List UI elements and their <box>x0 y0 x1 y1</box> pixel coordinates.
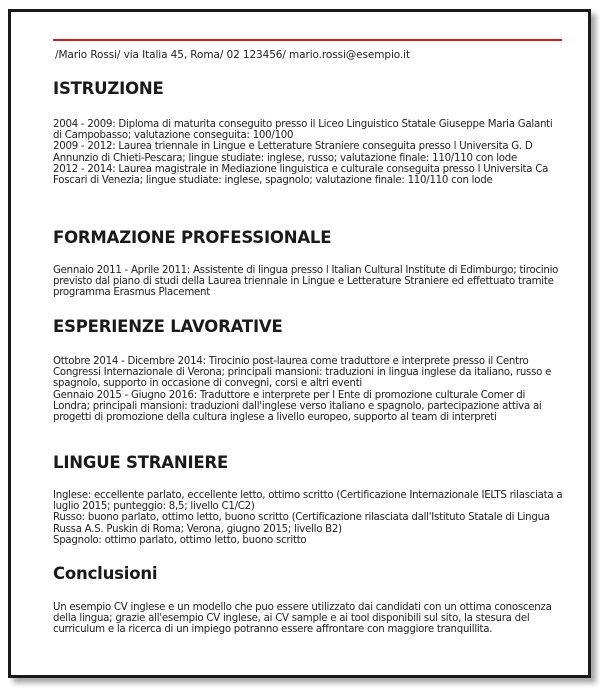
section-lingue <box>53 453 563 546</box>
section-formazione <box>53 228 563 299</box>
section-body <box>53 602 563 636</box>
entry: 2009 - 2012: Laurea triennale in Lingue e Letterature Straniere conseguita presso l Universita G. D Annunzio di Chieti-Pescara; lingue studiate: inglese, russo; valutazione finale: 110/110 con lode <box>53 141 533 164</box>
entry: 2004 - 2009: Diploma di maturita conseguito presso il Liceo Linguistico Statale Giuseppe Maria Galanti di Campobasso; valutazione conseguita: 100/100 <box>53 119 553 142</box>
section-title: FORMAZIONE PROFESSIONALE <box>53 228 332 247</box>
section-title: ISTRUZIONE <box>53 79 164 98</box>
section-title: Conclusioni <box>53 564 158 583</box>
section-esperienze <box>53 317 563 423</box>
entry: Gennaio 2011 - Aprile 2011: Assistente di lingua presso l Italian Cultural Institute di Edimburgo; tirocinio previsto dal piano di studi della Laurea triennale in Lingue e Letterature Straniere ed effettuato tramite programma Erasmus Placement <box>53 265 559 299</box>
entry: Spagnolo: ottimo parlato, ottimo letto, buono scritto <box>53 534 307 546</box>
section-body <box>53 356 563 423</box>
section-title: ESPERIENZE LAVORATIVE <box>53 317 283 336</box>
section-body <box>53 119 563 186</box>
section-body <box>53 265 563 299</box>
contact-line: /Mario Rossi/ via Italia 45, Roma/ 02 123456/ mario.rossi@esempio.it <box>55 49 410 61</box>
header-divider <box>53 39 562 41</box>
section-istruzione <box>53 79 563 186</box>
section-body <box>53 490 563 546</box>
entry: 2012 - 2014: Laurea magistrale in Mediazione linguistica e culturale conseguita presso l Universita Ca Foscari di Venezia; lingue studiate: inglese, spagnolo; valutazione finale: 110/110 con lode <box>53 163 549 187</box>
entry: Russo: buono parlato, ottimo letto, buono scritto (Certificazione rilasciata dall'Istituto Statale di Lingua Russa A.S. Puskin di Roma; Verona, giugno 2015; livello B2) <box>53 512 550 535</box>
section-title: LINGUE STRANIERE <box>53 453 229 472</box>
section-conclusioni <box>53 564 563 636</box>
cv-page <box>8 9 591 678</box>
entry: Un esempio CV inglese e un modello che puo essere utilizzato dai candidati con un ottima conoscenza della lingua; grazie all'esempio CV inglese, ai CV sample e ai tool disponibili sul sito, la stesura del curriculum e la ricerca di un impiego potranno essere affrontare con maggiore tranquillita. <box>53 602 552 636</box>
entry: Ottobre 2014 - Dicembre 2014: Tirocinio post-laurea come traduttore e interprete presso il Centro Congressi Internazionale di Verona; principali mansioni: traduzioni in lingua inglese da italiano, russo e spagnolo, supporto in occasione di convegni, corsi e altri eventi <box>53 356 552 390</box>
entry: Inglese: eccellente parlato, eccellente letto, ottimo scritto (Certificazione Internazionale IELTS rilasciata a luglio 2015; punteggio: 8,5; livello C1/C2) <box>53 490 563 513</box>
entry: Gennaio 2015 - Giugno 2016: Traduttore e interprete per l Ente di promozione culturale Comer di Londra; principali mansioni: traduzioni dall'inglese verso italiano e spagnolo, partecipazione attiva ai progetti di promozione della cultura inglese a livello europeo, supporto al team di interpreti <box>53 389 542 424</box>
